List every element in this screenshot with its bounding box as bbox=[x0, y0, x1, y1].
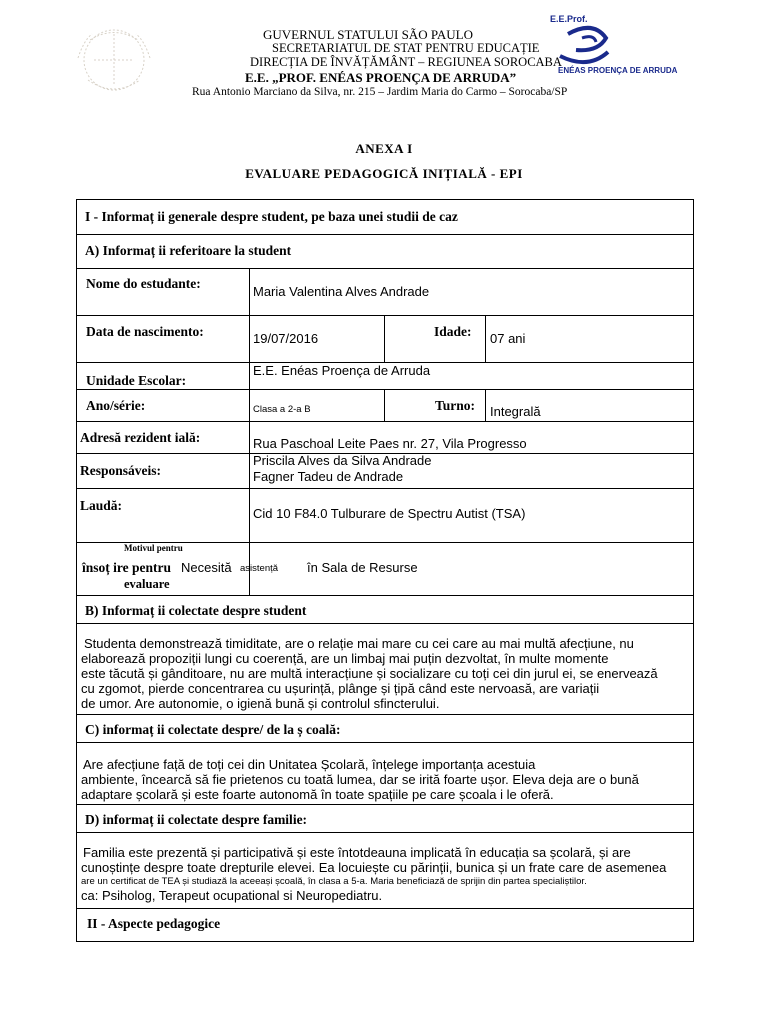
header-directorate: DIRECȚIA DE ÎNVĂȚĂMÂNT – REGIUNEA SOROCABA bbox=[250, 55, 562, 69]
section-2-heading: II - Aspecte pedagogice bbox=[87, 916, 221, 931]
address-value: Rua Paschoal Leite Paes nr. 27, Vila Progresso bbox=[253, 436, 527, 451]
school-info-line: ambiente, încearcă să fie prietenos cu toată lumea, dar se irită foarte ușor. Eleva deja are o bună bbox=[81, 772, 639, 787]
logo-bottom-text: ENÉAS PROENÇA DE ARRUDA bbox=[558, 66, 678, 75]
student-name-row bbox=[77, 269, 693, 316]
section-2-row bbox=[77, 909, 693, 942]
reason-value-3: în Sala de Resurse bbox=[307, 560, 418, 575]
age-value: 07 ani bbox=[490, 331, 526, 346]
address-row bbox=[77, 422, 693, 454]
reason-value-2: asistență bbox=[240, 563, 279, 574]
evaluation-title: EVALUARE PEDAGOGICĂ INIȚIALĂ - EPI bbox=[245, 166, 523, 181]
reason-value-1: Necesită bbox=[181, 560, 232, 575]
section-d-heading: D) informaț ii colectate despre familie: bbox=[85, 812, 308, 827]
family-info-row bbox=[77, 833, 693, 909]
school-info-line: Are afecțiune față de toți cei din Unitatea Școlară, înțelege importanța acestuia bbox=[83, 757, 536, 772]
guardian-2-value: Fagner Tadeu de Andrade bbox=[253, 469, 404, 484]
section-b-row bbox=[77, 596, 693, 624]
family-info-line: Familia este prezentă și participativă și este întotdeauna implicată în educația sa școlară, și are bbox=[83, 845, 631, 860]
state-seal-icon bbox=[70, 20, 158, 100]
header-school-name: E.E. „PROF. ENÉAS PROENÇA DE ARRUDA” bbox=[245, 70, 517, 85]
school-label: Unidade Escolar: bbox=[86, 373, 187, 388]
school-info-text bbox=[81, 757, 687, 802]
student-info-row bbox=[77, 624, 693, 715]
reason-label-bottom: evaluare bbox=[124, 577, 170, 591]
grade-label: Ano/série: bbox=[86, 398, 146, 413]
grade-row bbox=[77, 390, 693, 422]
family-info-text bbox=[81, 845, 687, 903]
header-government: GUVERNUL STATULUI SÃO PAULO bbox=[263, 27, 473, 42]
school-value: E.E. Enéas Proença de Arruda bbox=[253, 363, 431, 378]
section-d-row bbox=[77, 805, 693, 833]
student-info-text bbox=[81, 636, 687, 711]
shift-label: Turno: bbox=[435, 398, 476, 413]
dob-value: 19/07/2016 bbox=[253, 331, 319, 346]
header-secretariat: SECRETARIATUL DE STAT PENTRU EDUCAȚIE bbox=[272, 41, 540, 55]
student-name-value: Maria Valentina Alves Andrade bbox=[253, 284, 430, 299]
dob-label: Data de nascimento: bbox=[86, 324, 204, 339]
school-info-row bbox=[77, 743, 693, 805]
guardians-row bbox=[77, 454, 693, 489]
annex-title: ANEXA I bbox=[355, 141, 413, 156]
address-label: Adresă rezident ială: bbox=[80, 430, 201, 445]
section-c-row bbox=[77, 715, 693, 743]
guardians-label: Responsáveis: bbox=[80, 463, 162, 478]
grade-value: Clasa a 2-a B bbox=[253, 404, 311, 415]
praise-label: Laudă: bbox=[80, 498, 123, 513]
guardian-1-value: Priscila Alves da Silva Andrade bbox=[253, 453, 432, 468]
reason-label-mid: însoț ire pentru bbox=[82, 560, 172, 575]
family-info-line: are un certificat de TEA și studiază la aceeași școală, în clasa a 5-a. Maria beneficiază de sprijin din partea specialiștilor. bbox=[81, 876, 587, 887]
reason-row bbox=[77, 543, 693, 596]
evaluation-form bbox=[76, 199, 694, 942]
document-header bbox=[0, 0, 768, 110]
praise-value: Cid 10 F84.0 Tulburare de Spectru Autist (TSA) bbox=[253, 506, 526, 521]
section-b-heading: B) Informaț ii colectate despre student bbox=[85, 603, 307, 618]
student-info-line: de umor. Are autonomie, o igienă bună și controlul sfincterului. bbox=[81, 696, 440, 711]
school-logo bbox=[548, 12, 678, 82]
praise-row bbox=[77, 489, 693, 543]
family-info-line: cunoștințe despre toate drepturile elevei. Ea locuiește cu părinții, bunica și un frate care de asemenea bbox=[81, 860, 667, 875]
section-a-row bbox=[77, 235, 693, 269]
student-info-line: este tăcută și gânditoare, nu are multă interacțiune și socializare cu toți cei din jurul ei, se enervează bbox=[81, 666, 658, 681]
reason-label-top: Motivul pentru bbox=[124, 543, 183, 553]
section-a-heading: A) Informaț ii referitoare la student bbox=[85, 243, 292, 258]
school-info-line: adaptare școlară și este foarte autonomă în toate spațiile pe care școala i le oferă. bbox=[81, 787, 554, 802]
age-label: Idade: bbox=[434, 324, 472, 339]
dob-row bbox=[77, 316, 693, 363]
student-info-line: cu zgomot, pierde concentrarea cu ușurință, plânge și țipă când este nervoasă, are variații bbox=[81, 681, 600, 696]
header-address: Rua Antonio Marciano da Silva, nr. 215 – Jardim Maria do Carmo – Sorocaba/SP bbox=[192, 86, 568, 98]
student-name-label: Nome do estudante: bbox=[86, 276, 201, 291]
section-1-heading: I - Informaț ii generale despre student, pe baza unei studii de caz bbox=[85, 209, 458, 224]
family-info-line: ca: Psiholog, Terapeut ocupational si Neuropediatru. bbox=[81, 888, 383, 903]
student-info-line: Studenta demonstrează timiditate, are o relație mai mare cu cei care au mai multă afecțiune, nu bbox=[84, 636, 634, 651]
section-c-heading: C) informaț ii colectate despre/ de la ș coală: bbox=[85, 722, 341, 737]
school-row bbox=[77, 363, 693, 390]
section-1-row bbox=[77, 200, 693, 235]
student-info-line: elaborează propoziții lungi cu coerență, are un limbaj mai puțin dezvoltat, în multe momente bbox=[81, 651, 609, 666]
shift-value: Integrală bbox=[490, 404, 541, 419]
logo-top-text: E.E.Prof. bbox=[550, 14, 588, 24]
